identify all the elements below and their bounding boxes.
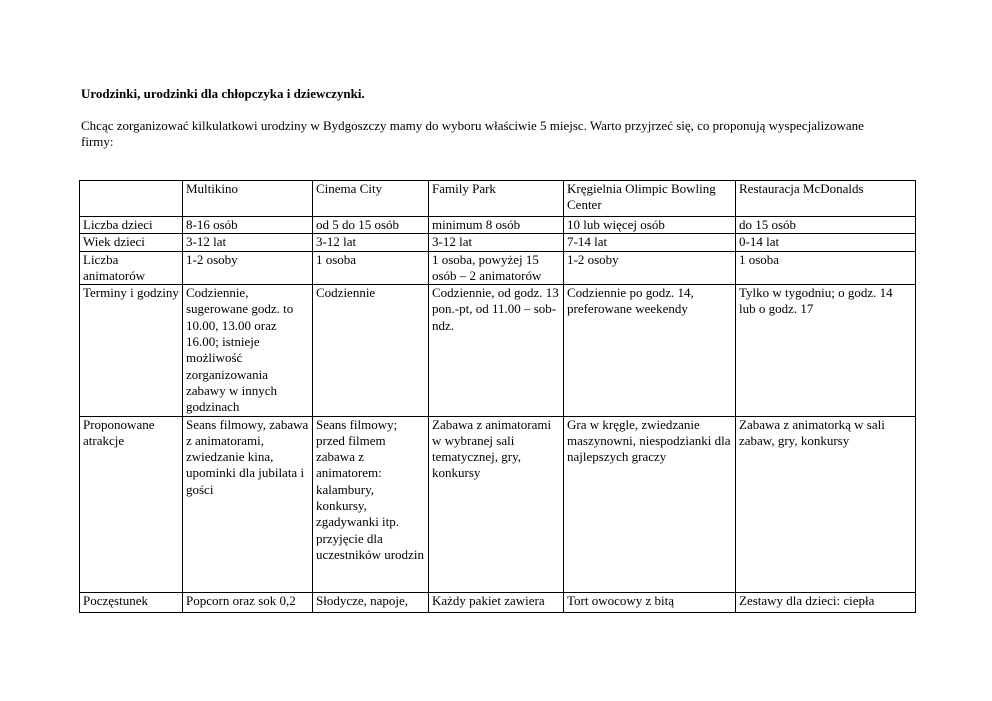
comparison-table [79,180,916,613]
table-cell: 3-12 lat [313,234,429,251]
row-label-cell: Terminy i godziny [80,285,183,416]
table-header-cell: Restauracja McDonalds [736,181,916,217]
table-cell: 1-2 osoby [564,251,736,285]
table-row [80,251,916,285]
row-label-cell: Proponowane atrakcje [80,416,183,592]
table-cell: Zabawa z animatorami w wybranej sali tematycznej, gry, konkursy [429,416,564,592]
table-row [80,285,916,416]
table-cell: 1 osoba [313,251,429,285]
table-row [80,416,916,592]
table-cell: 8-16 osób [183,217,313,234]
table-cell: 3-12 lat [429,234,564,251]
row-label-cell: Poczęstunek [80,592,183,612]
table-header-cell: Kręgielnia Olimpic Bowling Center [564,181,736,217]
table-cell: do 15 osób [736,217,916,234]
table-cell: od 5 do 15 osób [313,217,429,234]
table-cell: Zestawy dla dzieci: ciepła [736,592,916,612]
table-cell: Zabawa z animatorką w sali zabaw, gry, konkursy [736,416,916,592]
table-cell: 7-14 lat [564,234,736,251]
row-label-cell: Liczba dzieci [80,217,183,234]
table-cell: Seans filmowy, zabawa z animatorami, zwiedzanie kina, upominki dla jubilata i gości [183,416,313,592]
table-cell: Codziennie, od godz. 13 pon.-pt, od 11.00 – sob-ndz. [429,285,564,416]
table-header-row [80,181,916,217]
table-cell: Codziennie, sugerowane godz. to 10.00, 13.00 oraz 16.00; istnieje możliwość zorganizowania zabawy w innych godzinach [183,285,313,416]
table-cell: Tort owocowy z bitą [564,592,736,612]
table-cell: Codziennie [313,285,429,416]
table-row [80,592,916,612]
row-label-cell: Wiek dzieci [80,234,183,251]
table-row [80,217,916,234]
table-cell: 1 osoba [736,251,916,285]
table-header-cell: Cinema City [313,181,429,217]
table-cell: 10 lub więcej osób [564,217,736,234]
table-cell: 1-2 osoby [183,251,313,285]
table-cell: Popcorn oraz sok 0,2 [183,592,313,612]
table-cell: Seans filmowy; przed filmem zabawa z animatorem: kalambury, konkursy, zgadywanki itp. przyjęcie dla uczestników urodzin [313,416,429,592]
table-cell: 0-14 lat [736,234,916,251]
table-header-cell [80,181,183,217]
table-cell: minimum 8 osób [429,217,564,234]
table-cell: Tylko w tygodniu; o godz. 14 lub o godz. 17 [736,285,916,416]
table-header-cell: Family Park [429,181,564,217]
table-cell: Słodycze, napoje, [313,592,429,612]
table-cell: 1 osoba, powyżej 15 osób – 2 animatorów [429,251,564,285]
table-cell: Gra w kręgle, zwiedzanie maszynowni, niespodzianki dla najlepszych graczy [564,416,736,592]
table-cell: 3-12 lat [183,234,313,251]
table-header-cell: Multikino [183,181,313,217]
intro-paragraph: Chcąc zorganizować kilkulatkowi urodziny w Bydgoszczy mamy do wyboru właściwie 5 miejsc. Warto przyjrzeć się, co proponują wyspecjalizowane firmy: [81,118,864,150]
table-cell: Każdy pakiet zawiera [429,592,564,612]
table-row [80,234,916,251]
document-title: Urodzinki, urodzinki dla chłopczyka i dziewczynki. [81,86,365,101]
row-label-cell: Liczba animatorów [80,251,183,285]
table-cell: Codziennie po godz. 14, preferowane weekendy [564,285,736,416]
